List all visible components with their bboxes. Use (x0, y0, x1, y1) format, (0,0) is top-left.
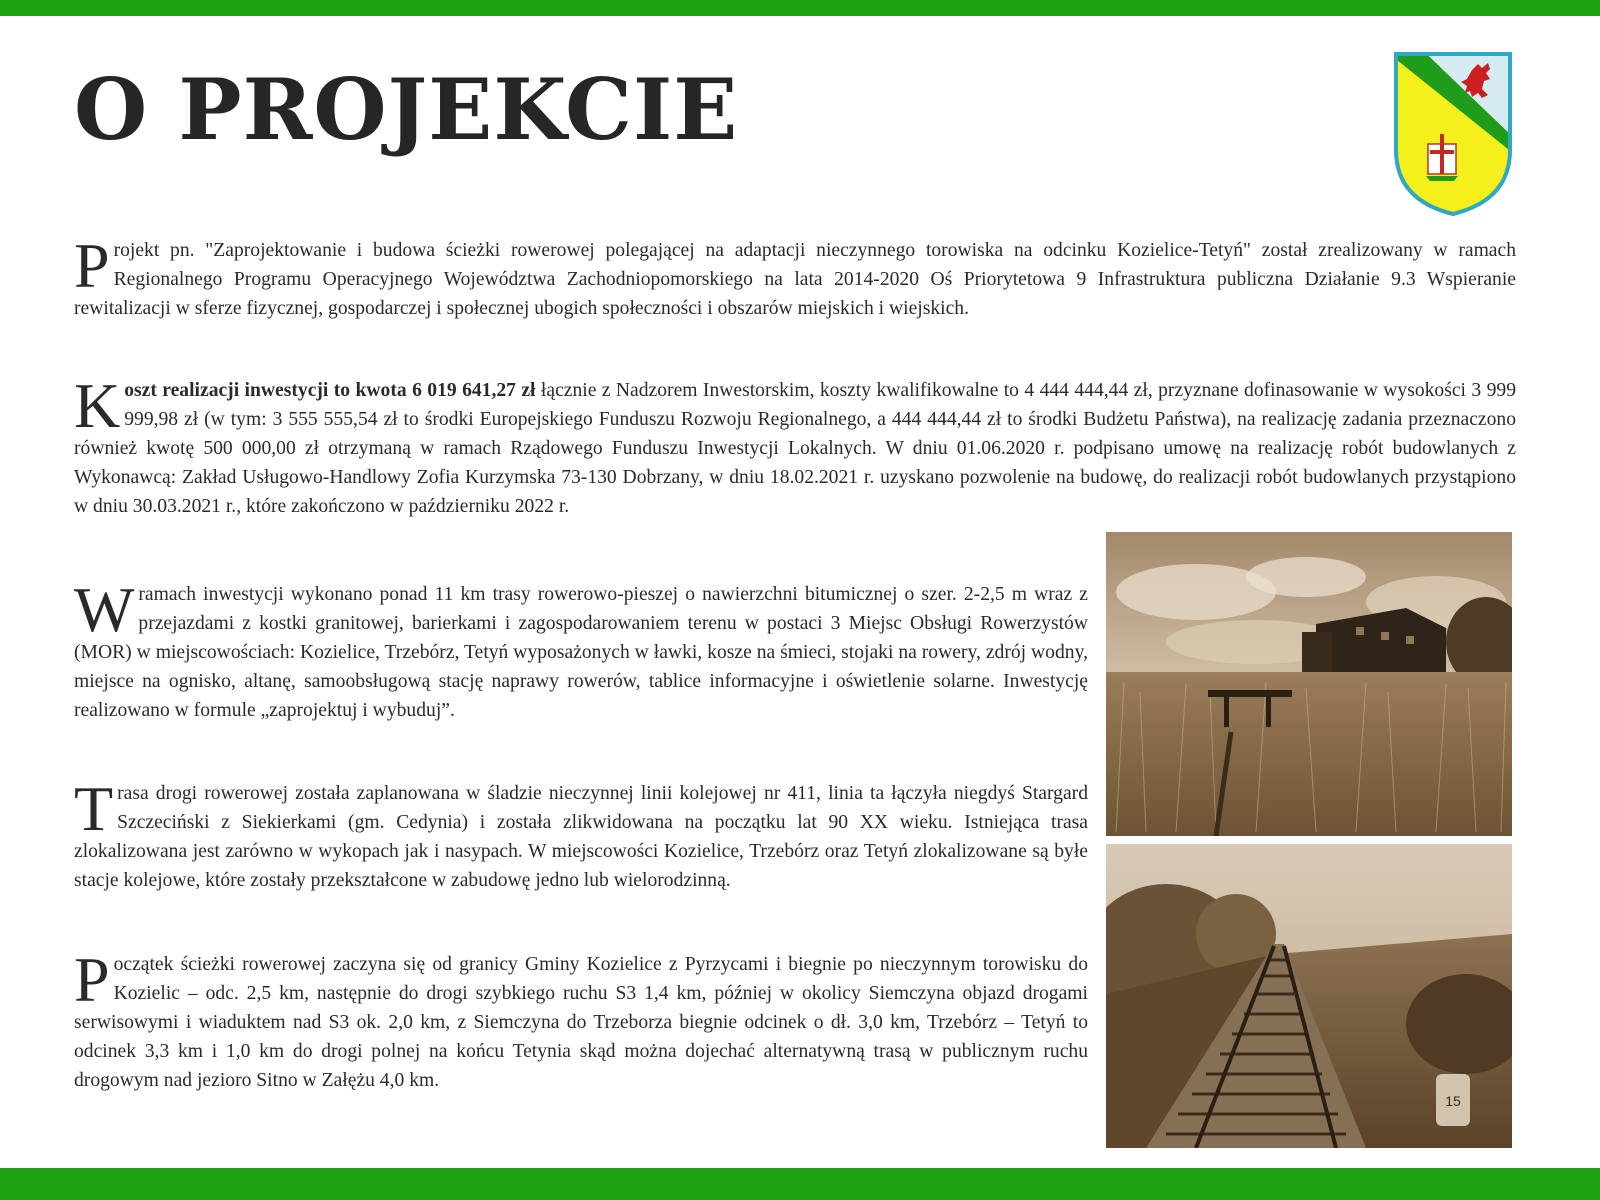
top-green-bar (0, 0, 1600, 16)
paragraph-scope (74, 574, 1088, 725)
milestone-number: 15 (1445, 1093, 1461, 1109)
photo-station-building (1106, 532, 1512, 836)
paragraph-text: rojekt pn. "Zaprojektowanie i budowa ścieżki rowerowej polegającej na adaptacji nieczynnego torowiska na odcinku Kozielice-Tetyń" został zrealizowany w ramach Regionalnego Programu Operacyjnego Województwa Zachodniopomorskiego na lata 2014-2020 Oś Priorytetowa 9 Infrastruktura publiczna Działanie 9.3 Wspieranie rewitalizacji w sferze fizycznej, gospodarczej i społecznej ubogich społeczności i obszarów miejskich i wiejskich. (74, 240, 1516, 319)
photo-railway-track (1106, 844, 1512, 1148)
drop-cap: P (74, 230, 110, 301)
coat-of-arms-emblem (1392, 50, 1514, 218)
paragraph-cost (74, 370, 1516, 521)
paragraph-project-name (74, 230, 1516, 323)
paragraph-text: łącznie z Nadzorem Inwestorskim, koszty kwalifikowalne to 4 444 444,44 zł, przyznane dofinasowanie w wysokości 3 999 999,98 zł (w tym: 3 555 555,54 zł to środki Europejskiego Funduszu Rozwoju Regionalnego, a 444 444,44 zł to środki Budżetu Państwa), na realizację zadania przeznaczono również kwotę 500 000,00 zł otrzymaną w ramach Rządowego Funduszu Inwestycji Lokalnych. W dniu 01.06.2020 r. podpisano umowę na realizację robót budowlanych z Wykonawcą: Zakład Usługowo-Handlowy Zofia Kurzymska 73-130 Dobrzany, w dniu 18.02.2021 r. uzyskano pozwolenie na budowę, do realizacji robót budowlanych przystąpiono w dniu 30.03.2021 r., które zakończono w październiku 2022 r. (74, 380, 1516, 517)
drop-cap: T (74, 773, 114, 844)
paragraph-route-sections (74, 944, 1088, 1095)
paragraph-text: rasa drogi rowerowej została zaplanowana w śladzie nieczynnej linii kolejowej nr 411, linia ta łączyła niegdyś Stargard Szczeciński z Siekierkami (gm. Cedynia) i została zlikwidowana na początku lat 90 XX wieku. Istniejąca trasa zlokalizowana jest zarówno w wykopach jak i nasypach. W miejscowości Kozielice, Trzebórz oraz Tetyń zlokalizowane są byłe stacje kolejowe, które zostały przekształcone w zabudowę jedno lub wielorodzinną. (74, 783, 1088, 891)
drop-cap: P (74, 944, 110, 1015)
paragraph-text: ramach inwestycji wykonano ponad 11 km trasy rowerowo-pieszej o nawierzchni bitumicznej o szer. 2-2,5 m wraz z przejazdami z kostki granitowej, barierkami i zagospodarowaniem terenu w postaci 3 Miejsc Obsługi Rowerzystów (MOR) w miejscowościach: Kozielice, Trzebórz, Tetyń wyposażonych w ławki, kosze na śmieci, stojaki na rowery, zdrój wodny, miejsce na ognisko, altanę, samoobsługową stację naprawy rowerów, tablice informacyjne i oświetlenie solarne. Inwestycję realizowano w formule „zaprojektuj i wybuduj”. (74, 584, 1088, 721)
paragraph-bold-lead: oszt realizacji inwestycji to kwota 6 019 641,27 zł (124, 380, 536, 401)
page-title: O PROJEKCIE (74, 60, 739, 159)
drop-cap: W (74, 574, 135, 645)
paragraph-route-history (74, 773, 1088, 895)
bottom-green-bar (0, 1168, 1600, 1200)
paragraph-text: oczątek ścieżki rowerowej zaczyna się od granicy Gminy Kozielice z Pyrzycami i biegnie po nieczynnym torowisku do Kozielic – odc. 2,5 km, następnie do drogi szybkiego ruchu S3 1,4 km, później w okolicy Siemczyna objazd drogami serwisowymi i wiaduktem nad S3 ok. 2,0 km, z Siemczyna do Trzeborza biegnie odcinek o dł. 3,0 km, Trzebórz – Tetyń to odcinek 3,3 km i 1,0 km do drogi polnej na końcu Tetynia skąd można dojechać alternatywną trasą w publicznym ruchu drogowym nad jezioro Sitno w Załężu 4,0 km. (74, 954, 1088, 1091)
drop-cap: K (74, 370, 121, 441)
